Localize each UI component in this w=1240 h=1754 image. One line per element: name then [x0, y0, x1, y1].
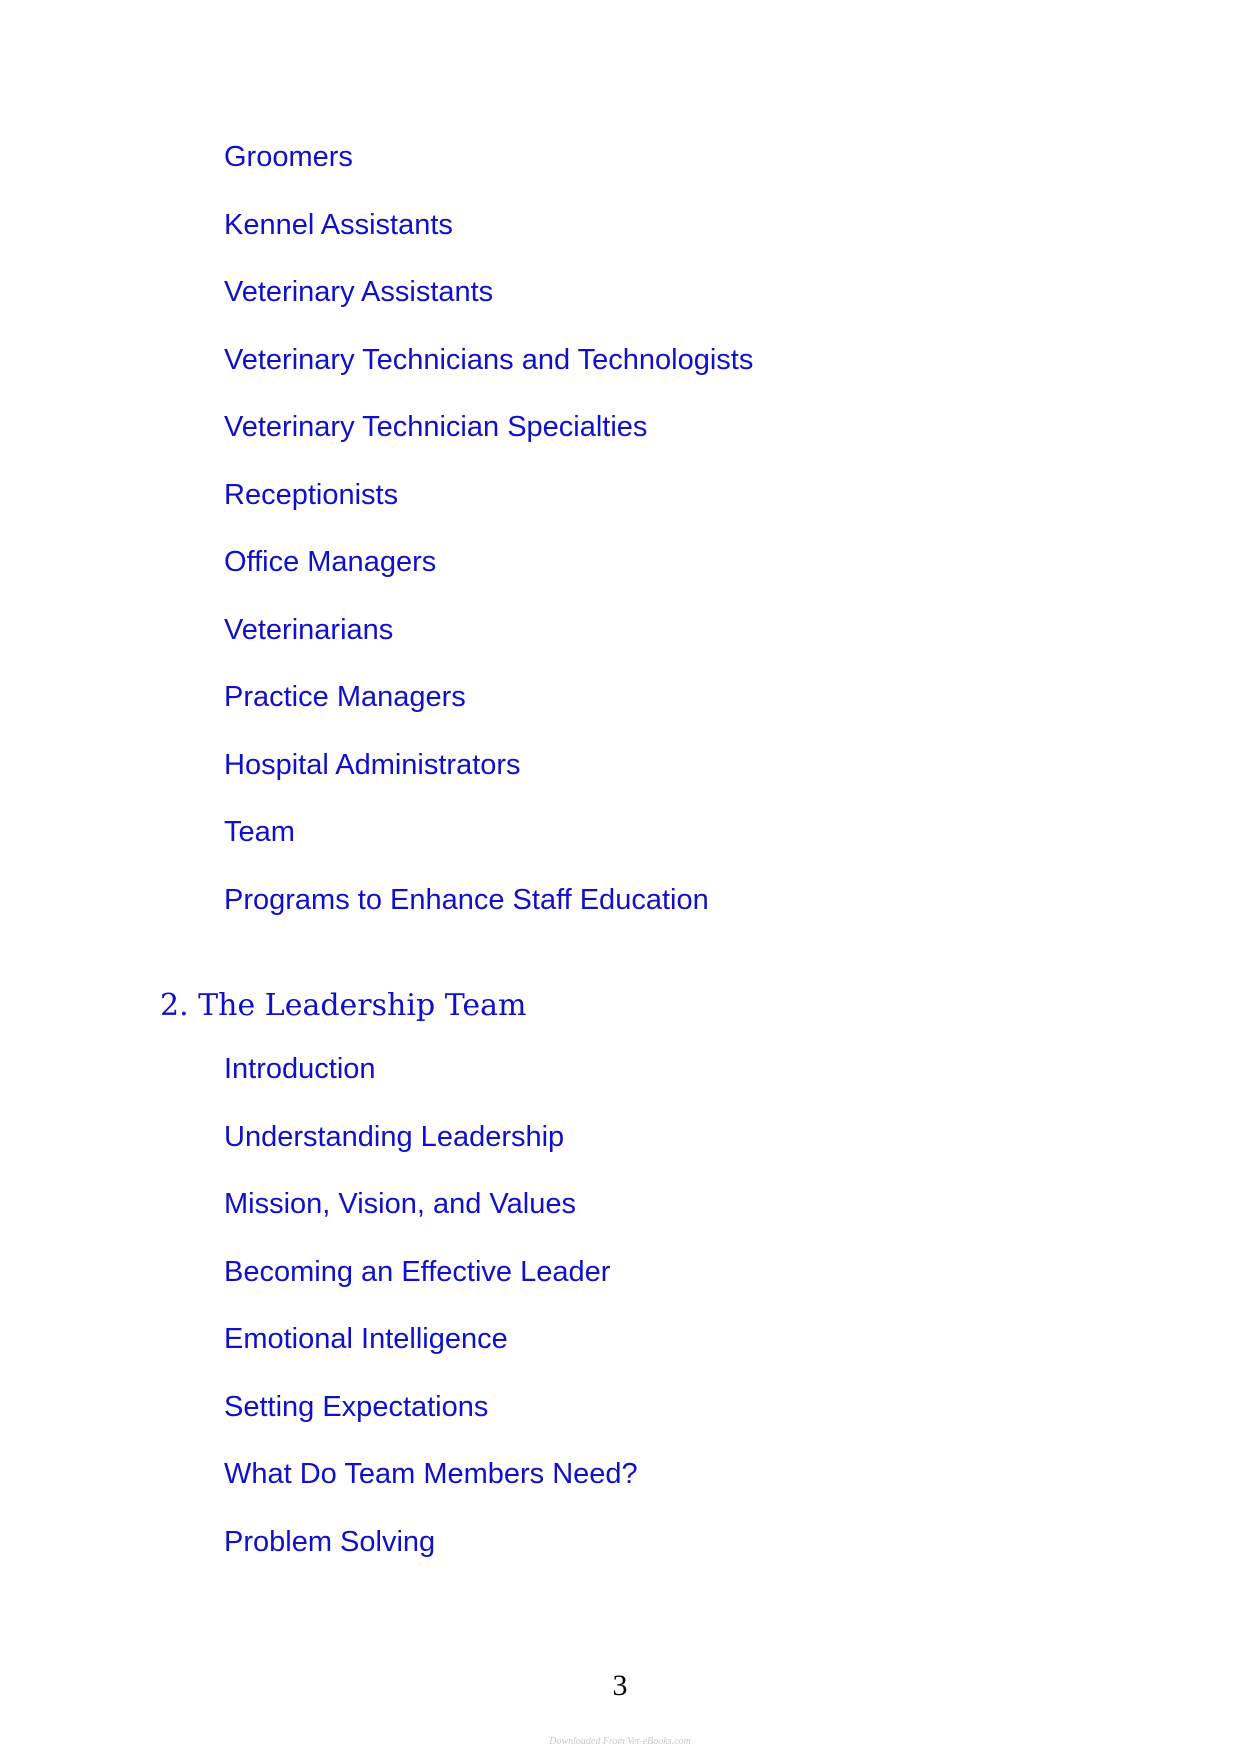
toc-chapter-2 [224, 1054, 638, 1594]
toc-link-groomers[interactable]: Groomers [224, 141, 353, 173]
toc-link-introduction[interactable]: Introduction [224, 1053, 376, 1085]
toc-link-receptionists[interactable]: Receptionists [224, 478, 399, 511]
toc-link-veterinary-assistants[interactable]: Veterinary Assistants [224, 276, 494, 308]
toc-link-office-managers[interactable]: Office Managers [224, 546, 437, 578]
toc-link-mission-vision-values[interactable]: Mission, Vision, and Values [224, 1188, 576, 1220]
toc-section-1 [224, 142, 753, 952]
toc-link-team-members-need[interactable]: What Do Team Members Need? [224, 1458, 638, 1490]
toc-link-understanding-leadership[interactable]: Understanding Leadership [224, 1120, 565, 1153]
toc-link-effective-leader[interactable]: Becoming an Effective Leader [224, 1255, 611, 1288]
toc-link-team[interactable]: Team [224, 816, 295, 848]
toc-link-problem-solving[interactable]: Problem Solving [224, 1525, 436, 1558]
footer-note: Downloaded From Vet-eBooks.com [549, 1736, 691, 1747]
toc-link-hospital-administrators[interactable]: Hospital Administrators [224, 748, 521, 781]
toc-link-setting-expectations[interactable]: Setting Expectations [224, 1390, 489, 1423]
chapter-2-heading[interactable]: 2. The Leadership Team [160, 988, 527, 1023]
page-number: 3 [612, 1669, 628, 1702]
toc-link-veterinary-technicians[interactable]: Veterinary Technicians and Technologists [224, 343, 754, 376]
toc-link-veterinarians[interactable]: Veterinarians [224, 613, 394, 646]
toc-link-staff-education[interactable]: Programs to Enhance Staff Education [224, 883, 709, 916]
toc-link-kennel-assistants[interactable]: Kennel Assistants [224, 208, 453, 241]
toc-link-technician-specialties[interactable]: Veterinary Technician Specialties [224, 411, 648, 443]
toc-link-practice-managers[interactable]: Practice Managers [224, 681, 466, 713]
toc-link-emotional-intelligence[interactable]: Emotional Intelligence [224, 1323, 508, 1355]
